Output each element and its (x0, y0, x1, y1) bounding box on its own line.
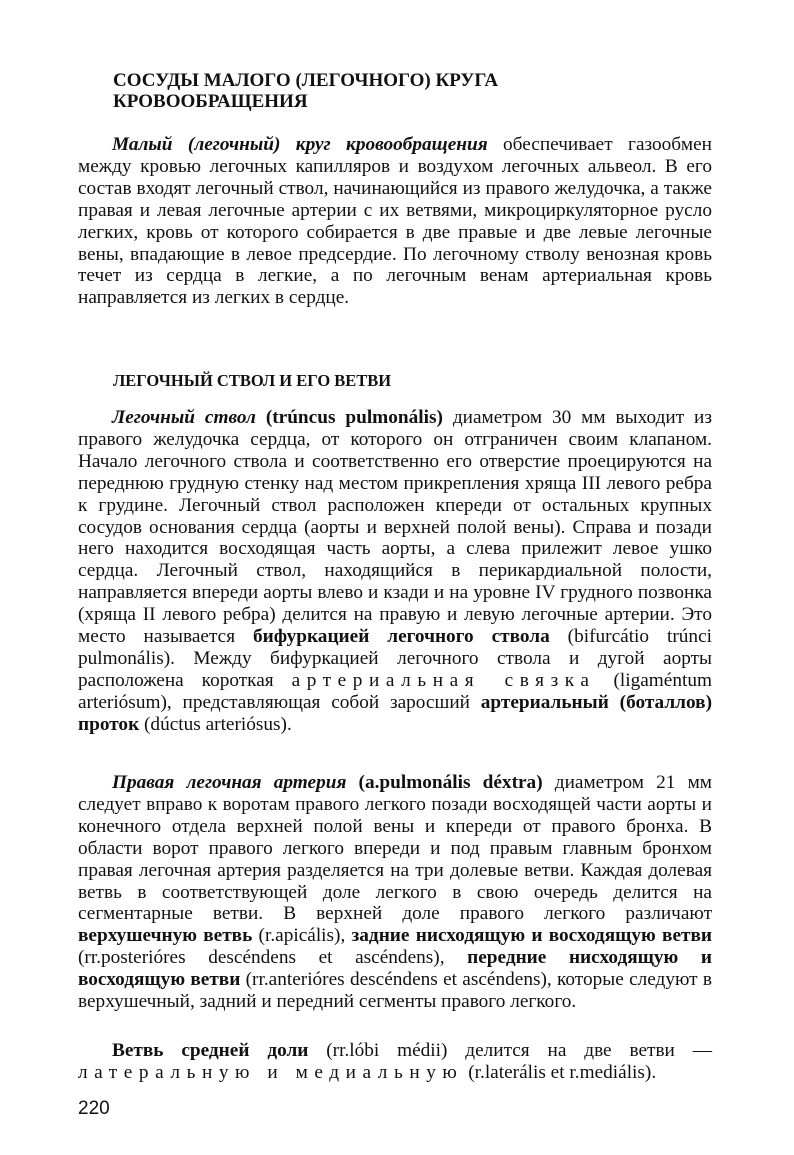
middle-lobe-paragraph (78, 1040, 712, 1084)
term-arterial-duct: артериальный (боталлов) проток (78, 691, 712, 735)
page-title: СОСУДЫ МАЛОГО (ЛЕГОЧНОГО) КРУГА КРОВООБРАЩЕНИЯ (113, 70, 499, 112)
intro-paragraph (78, 134, 712, 309)
pulmonary-trunk-paragraph (78, 407, 712, 736)
term-right-pulmonary-artery: Правая легочная артерия (112, 772, 347, 793)
paragraph-text: (rr.posterióres descéndens et ascéndens), (78, 947, 468, 969)
page-number: 220 (78, 1098, 110, 1119)
paragraph-text: (rr.lóbi médii) делится на две ветви — (308, 1040, 712, 1061)
paragraph-text: (ligaméntum arteriósum), представляющая собой заросший (78, 669, 712, 713)
paragraph-text: (bifurcátio trúnci pulmonális). Между бифуркацией легочного ствола и дугой аорты расположена короткая (78, 626, 712, 691)
spaced-term-branches: латеральную и медиальную (78, 1061, 464, 1083)
latin-term: (trúncus pulmonális) (265, 407, 443, 428)
right-pulmonary-artery-paragraph (78, 772, 712, 1013)
term-bifurcation: бифуркацией легочного ствола (253, 626, 550, 648)
term-apical-branch: верхушечную ветвь (78, 925, 253, 947)
paragraph-text: обеспечивает газообмен между кровью легочных капилляров и воздухом легочных альвеол. В его состав входят легочный ствол, начинающийся из правого желудочка, а также правая и левая легочные артерии с их ветвями, микроциркуляторное русло легких, кровь от которого собирается в две правые и две левые легочные вены, впадающие в левое предсердие. По легочному стволу венозная кровь течет из сердца в легкие, а по легочным венам артериальная кровь направляется из легких в сердце. (78, 134, 712, 309)
paragraph-text: (r.laterális et r.mediális). (463, 1061, 657, 1083)
paragraph-text: (r.apicális), (252, 925, 352, 947)
paragraph-text: (dúctus arteriósus). (139, 713, 292, 735)
paragraph-text: диаметром 30 мм выходит из правого желудочка сердца, от которого он отграничен своим клапаном. Начало легочного ствола и соответственно его отверстие проецируются на переднюю грудную стенку над местом прикрепления хряща III левого ребра к грудине. Легочный ствол расположен кпереди от остальных крупных сосудов основания сердца (аорты и верхней полой вены). Справа и позади него находится восходящая часть аорты, а слева прилежит левое ушко сердца. Легочный ствол, находящийся в перикардиальной полости, направляется впереди аорты влево и кзади и на уровне IV грудного позвонка (хряща II левого ребра) делится на правую и левую легочные артерии. Это место называется (78, 407, 712, 648)
paragraph-text: (rr.anterióres descéndens et ascéndens), которые следуют в верхушечный, задний и передний сегменты правого легкого. (78, 969, 712, 1013)
section-heading: ЛЕГОЧНЫЙ СТВОЛ И ЕГО ВЕТВИ (113, 371, 392, 390)
latin-term: (a.pulmonális déxtra) (358, 772, 543, 793)
spaced-term-ligament: артериальная связка (291, 669, 596, 691)
term-anterior-branches: передние нисходящую и восходящую ветви (78, 947, 712, 991)
term-posterior-branches: задние нисходящую и восходящую ветви (351, 925, 713, 947)
term-pulmonary-trunk: Легочный ствол (112, 407, 256, 428)
paragraph-text: диаметром 21 мм следует вправо к воротам правого легкого позади восходящей части аорты и конечного отдела верхней полой вены и кпереди от правого бронха. В области ворот правого легкого впереди и под правым главным бронхом правая легочная артерия разделяется на три долевые ветви. Каждая долевая ветвь в соответствующей доле легкого в свою очередь делится на сегментарные ветви. В верхней доле правого легкого различают (78, 772, 712, 925)
term-middle-lobe-branch: Ветвь средней доли (112, 1040, 309, 1061)
term-pulmonary-circulation: Малый (легочный) круг кровообращения (112, 134, 488, 155)
